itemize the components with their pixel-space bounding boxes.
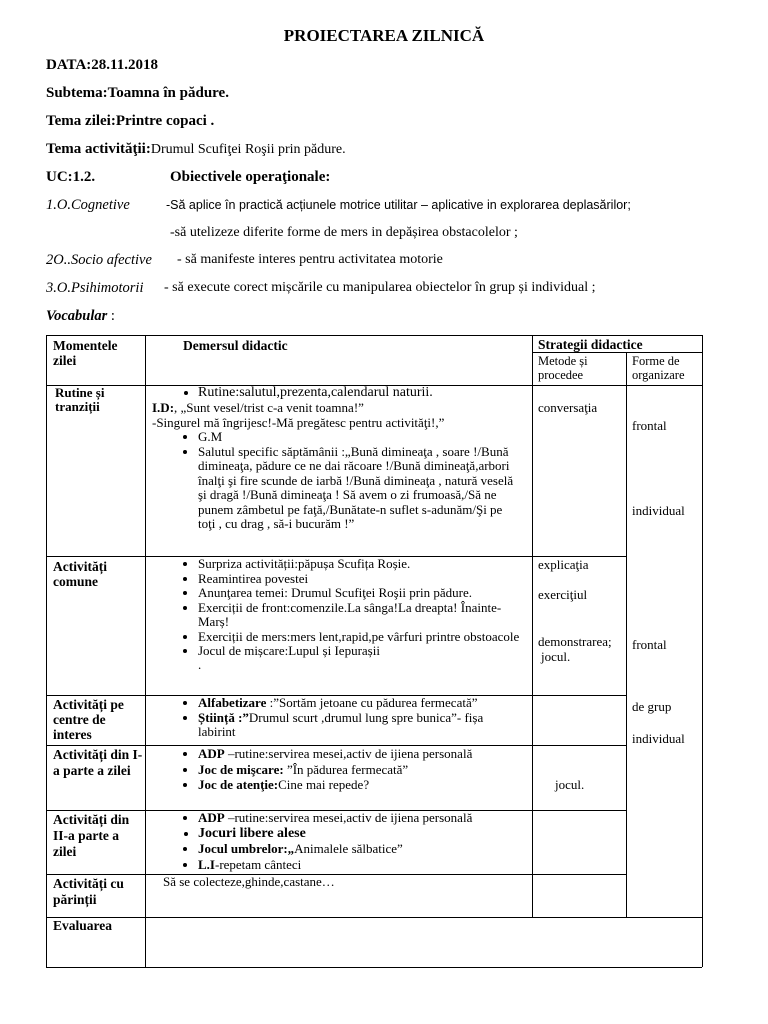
list-item: • Jocuri libere alese: [198, 826, 524, 842]
rutine-forme-2: individual: [632, 503, 685, 518]
row-evaluare-label: Evaluarea: [53, 918, 113, 933]
list-item: • Știință :”Drumul scurt ,drumul lung spre bunica”- fișa labirint: [198, 711, 524, 740]
list-item: • Anunţarea temei: Drumul Scufiţei Roşii prin pădure.: [198, 586, 524, 601]
col-forme-header: Forme de organizare: [632, 354, 685, 382]
obj1-text: -Să aplice în practică acțiunele motrice utilitar – aplicative in explorarea deplasărilor;: [166, 198, 631, 212]
line2: -Singurel mă îngrijesc!-Mă pregătesc pentru activităţi!,”: [152, 414, 445, 430]
row-parte1-label: Activități din I-a parte a zilei: [53, 747, 143, 778]
comune-forme: frontal: [632, 637, 667, 652]
trailing-dot: .: [198, 656, 202, 672]
obj1-label: 1.O.Cognetive: [46, 197, 130, 213]
list-item: • Jocul de mișcare:Lupul și Iepurașii: [198, 644, 524, 659]
comune-metode-1: explicaţia: [538, 557, 589, 572]
vocabular-colon: :: [107, 308, 115, 324]
obj2-label: 2O..Socio afective: [46, 252, 152, 268]
row-parte1-content: [152, 746, 524, 793]
list-item: • L.I-repetam cânteci: [198, 857, 524, 873]
row-comune-label: Activități comune: [53, 559, 107, 589]
tema-activitatii-line: [46, 141, 346, 158]
rutine-metode: conversaţia: [538, 400, 598, 415]
tema-zilei-line: Tema zilei:Printre copaci .: [46, 113, 215, 129]
list-item: • Surpriza activității:păpușa Scufița Roșie.: [198, 557, 524, 572]
col-metode-header: Metode și procedee: [538, 354, 588, 382]
list-item: • ADP –rutine:servirea mesei,activ de ijiena personală: [198, 746, 524, 762]
rutine-forme-1: frontal: [632, 418, 667, 433]
parinti-text: Să se colecteze,ghinde,castane…: [163, 874, 335, 889]
id-line: I.D:, „Sunt vesel/trist c-a venit toamna!”: [152, 400, 364, 415]
row-rutine-content: [152, 385, 528, 532]
page-title: PROIECTAREA ZILNICĂ: [283, 26, 485, 45]
col-momentele-header: Momentele zilei: [53, 338, 118, 368]
list-item: • Alfabetizare :”Sortăm jetoane cu pădurea fermecată”: [198, 696, 524, 711]
comune-metode-2: exerciţiul: [538, 587, 588, 602]
row-centre-content: [152, 696, 524, 740]
list-item: • Salutul specific săptămânii :„Bună dimineaţa , soare !/Bună dimineaţa, pădure ce ne dai răcoare !/Bună dimineaţă,arbori înalţi şi fire scunde de iarbă !/Bună dimineaţa , natură veselă şi dragă !/Bună dimineaţa ! Să avem o zi frumoasă,/Să ne punem zâmbetul pe faţă,/Bunătate-n suflet s-adunăm/Şi pe toţi , cu drag , să-i bucurăm !”: [198, 445, 528, 532]
col-demersul-header: Demersul didactic: [183, 338, 288, 353]
subtema-line: Subtema:Toamna în pădure.: [46, 85, 229, 101]
obiective-title: Obiectivele operaţionale:: [170, 169, 331, 185]
row-parinti-label: Activități cu părinții: [53, 876, 124, 907]
list-item: • G.M: [198, 430, 528, 445]
list-item: • Exerciții de front:comenzile.La sânga!La dreapta! Înainte- Marș!: [198, 601, 524, 630]
vocabular-line: [46, 308, 115, 325]
uc-line: UC:1.2.: [46, 169, 96, 185]
obj2-text: - să manifeste interes pentru activitatea motorie: [177, 252, 443, 267]
list-item: • ADP –rutine:servirea mesei,activ de ijiena personală: [198, 810, 524, 826]
comune-metode-4: jocul.: [541, 649, 571, 664]
comune-metode-3: demonstrarea;: [538, 634, 612, 649]
list-item: • Rutine:salutul,prezenta,calendarul naturii.: [198, 385, 528, 401]
vocabular-label: Vocabular: [46, 308, 108, 324]
obj3-text: - să execute corect mișcările cu manipularea obiectelor în grup și individual ;: [164, 280, 596, 295]
row-parte2-content: [152, 810, 524, 872]
list-item: • Exerciții de mers:mers lent,rapid,pe vârfuri printre obstoacole: [198, 630, 524, 645]
col-strategii-header: Strategii didactice: [538, 337, 643, 352]
tema-activitatii-value: Drumul Scufiţei Roşii prin pădure.: [150, 142, 346, 157]
row-parte2-label: Activități din II-a parte a zilei: [53, 812, 130, 859]
row-comune-content: [152, 557, 524, 671]
centre-forme-1: de grup: [632, 699, 672, 714]
date-line: DATA:28.11.2018: [46, 57, 158, 73]
row-rutine-label: Rutine și tranziții: [55, 385, 105, 414]
list-item: • Jocul umbrelor:„Animalele sălbatice”: [198, 841, 524, 857]
list-item: • Joc de atenţie:Cine mai repede?: [198, 777, 524, 793]
obj3-label: 3.O.Psihimotorii: [46, 280, 144, 296]
obj1-text2: -să utelizeze diferite forme de mers in depășirea obstacolelor ;: [170, 225, 518, 240]
parte1-metode: jocul.: [555, 777, 585, 792]
list-item: • Joc de mişcare: ”În pădurea fermecată”: [198, 762, 524, 778]
row-centre-label: Activități pe centre de interes: [53, 697, 124, 742]
tema-activitatii-label: Tema activităţii:: [46, 141, 151, 157]
list-item: • Reamintirea povestei: [198, 572, 524, 587]
centre-forme-2: individual: [632, 731, 685, 746]
